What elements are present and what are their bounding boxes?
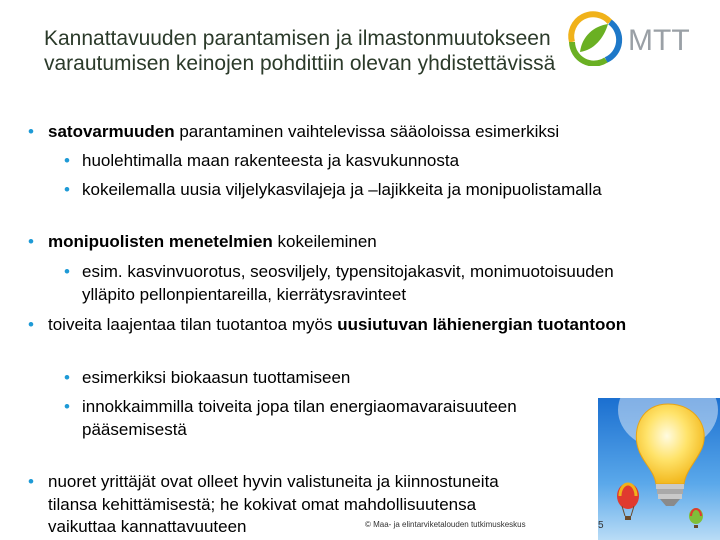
logo-text: MTT xyxy=(628,24,690,57)
bullet-text: huolehtimalla maan rakenteesta ja kasvukunnosta xyxy=(82,151,460,170)
mtt-logo-icon xyxy=(566,8,706,66)
bullet-text: esimerkiksi biokaasun tuottamiseen xyxy=(82,368,351,387)
list-item xyxy=(64,150,602,173)
list-item xyxy=(64,179,602,202)
list-item xyxy=(28,231,668,254)
energy-illustration xyxy=(598,398,720,540)
bullet-icon: • xyxy=(64,180,70,199)
bullet-text: kokeileminen xyxy=(272,232,377,251)
bullet-emphasis: satovarmuuden xyxy=(48,122,175,141)
bullet-icon: • xyxy=(64,397,70,416)
bullet-icon: • xyxy=(64,368,70,387)
bullet-text: toiveita laajentaa tilan tuotantoa myös xyxy=(48,315,338,334)
mtt-logo xyxy=(566,8,706,66)
list-item xyxy=(64,396,602,441)
list-item xyxy=(28,121,668,144)
bullet-emphasis: monipuolisten menetelmien xyxy=(48,232,273,251)
bullet-icon: • xyxy=(64,151,70,170)
page-number: 5 xyxy=(598,520,604,531)
bullet-icon: • xyxy=(28,122,34,141)
bullet-text: parantaminen vaihtelevissa sääoloissa esimerkiksi xyxy=(174,122,560,141)
list-item xyxy=(64,367,602,390)
bullet-text: innokkaimmilla toiveita jopa tilan energiaomavaraisuuteen pääsemisestä xyxy=(82,397,517,439)
lightbulb-balloon-icon xyxy=(598,398,720,540)
bullet-text: kokeilemalla uusia viljelykasvilajeja ja –lajikkeita ja monipuolistamalla xyxy=(82,180,602,199)
bullet-text: nuoret yrittäjät ovat olleet hyvin valistuneita ja kiinnostuneita tilansa kehittämisestä; he kokivat omat mahdollisuutensa vaikuttaa kannattavuuteen xyxy=(48,472,499,536)
bullet-icon: • xyxy=(28,472,34,491)
footer-copyright: © Maa- ja elintarviketalouden tutkimuskeskus xyxy=(365,520,526,529)
slide-title: Kannattavuuden parantamisen ja ilmastonmuutokseen varautumisen keinojen pohdittiin olevan yhdistettävissä xyxy=(44,27,556,75)
bullet-emphasis: uusiutuvan lähienergian tuotantoon xyxy=(337,315,627,334)
bullet-text: esim. kasvinvuorotus, seosviljely, typensitojakasvit, monimuotoisuuden ylläpito pellonpientareilla, kierrätysravinteet xyxy=(82,262,614,304)
bullet-icon: • xyxy=(64,262,70,281)
list-item xyxy=(64,261,642,306)
bullet-icon: • xyxy=(28,315,34,334)
bullet-icon: • xyxy=(28,232,34,251)
list-item xyxy=(28,314,648,337)
